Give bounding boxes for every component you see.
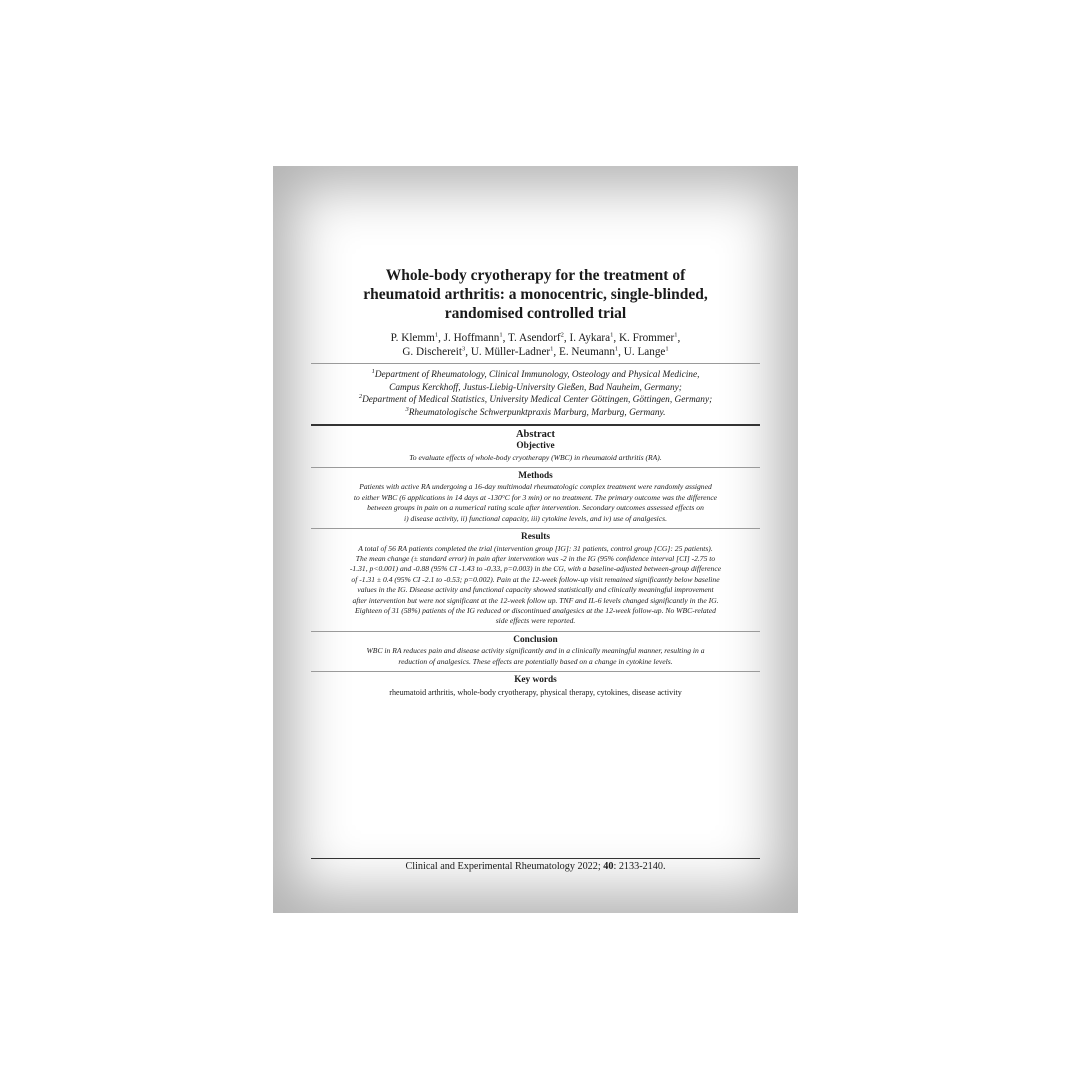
text-line: side effects were reported.	[495, 616, 576, 626]
author-affil-mark: 1	[434, 331, 439, 339]
keywords-text: rheumatoid arthritis, whole-body cryotherapy, physical therapy, cytokines, disease activity	[389, 687, 682, 697]
text-line: between groups in pain on a numerical rating scale after intervention. Secondary outcomes assessed effects on	[367, 503, 704, 513]
paper-content	[311, 266, 760, 702]
journal-pages: : 2133-2140.	[613, 861, 666, 872]
author-sep: ,	[618, 346, 624, 358]
title-line: Whole-body cryotherapy for the treatment of	[385, 267, 686, 284]
author-line	[311, 331, 760, 345]
objective-heading: Objective	[516, 441, 555, 451]
author-affil-mark: 1	[550, 345, 554, 353]
author: T. Asendorf	[508, 332, 561, 344]
title-line: rheumatoid arthritis: a monocentric, single-blinded,	[363, 286, 708, 303]
author: U. Müller-Ladner	[470, 346, 551, 358]
author-sep: ,	[465, 346, 471, 358]
author-affil-mark: 1	[610, 331, 614, 339]
author-sep: ,	[677, 332, 681, 344]
abstract-conclusion	[311, 632, 760, 671]
methods-heading: Methods	[518, 470, 553, 481]
text-line: Patients with active RA undergoing a 16-day multimodal rheumatologic complex treatment were randomly assigned	[359, 482, 712, 492]
text-line: to either WBC (6 applications in 14 days at -130°C for 3 min) or no treatment. The primary outcome was the difference	[353, 492, 718, 502]
author-affil-mark: 3	[462, 345, 466, 353]
text-line: -1.31, p<0.001) and -0.88 (95% CI -1.43 to -0.33, p=0.003) in the CG, with a baseline-adjusted between-group difference	[349, 564, 722, 574]
journal-citation	[311, 860, 760, 873]
conclusion-heading: Conclusion	[513, 634, 558, 645]
results-heading: Results	[521, 532, 550, 543]
key-words	[311, 672, 760, 702]
text-line: reduction of analgesics. These effects are potentially based on a change in cytokine levels.	[398, 656, 673, 666]
author-sep: ,	[502, 332, 509, 344]
paper-title	[311, 266, 760, 323]
affil-mark: 2	[358, 392, 363, 400]
affiliation-text: Rheumatologische Schwerpunktpraxis Marburg, Marburg, Germany.	[408, 407, 666, 418]
text-line: Eighteen of 31 (58%) patients of the IG reduced or discontinued analgesics at the 12-week follow-up. No WBC-related	[355, 605, 716, 615]
affil-mark: 3	[405, 405, 409, 413]
author: I. Aykara	[569, 332, 611, 344]
journal-volume: 40	[603, 861, 614, 872]
paper-page	[273, 166, 798, 913]
author: E. Neumann	[559, 346, 615, 358]
author-line	[311, 345, 760, 359]
affiliation-line	[311, 382, 760, 395]
abstract-heading: Abstract	[515, 429, 556, 440]
author: J. Hoffmann	[443, 332, 500, 344]
text-line: To evaluate effects of whole-body cryotherapy (WBC) in rheumatoid arthritis (RA).	[409, 452, 662, 462]
keywords-heading: Key words	[514, 675, 557, 686]
affiliation-line	[311, 407, 760, 420]
title-line: randomised controlled trial	[444, 305, 627, 322]
text-line: values in the IG. Disease activity and functional capacity showed statistically and clinically meaningful improvement	[357, 585, 714, 595]
objective-text	[311, 453, 760, 463]
author-affil-mark: 1	[674, 331, 678, 339]
author: K. Frommer	[618, 332, 675, 344]
text-line: WBC in RA reduces pain and disease activity significantly and in a clinically meaningful manner, resulting in a	[366, 646, 705, 656]
affiliation-text: Department of Medical Statistics, University Medical Center Göttingen, Göttingen, Germany;	[362, 395, 713, 405]
abstract-objective	[311, 426, 760, 467]
journal-name: Clinical and Experimental Rheumatology 2022;	[405, 861, 604, 872]
footer-rule	[311, 858, 760, 859]
author: G. Dischereit	[402, 346, 462, 358]
author-list	[311, 331, 760, 359]
author-sep: ,	[613, 332, 619, 344]
results-text	[311, 544, 760, 627]
text-line: after intervention but were not significant at the 12-week follow up. TNF and IL-6 levels changed significantly in the IG.	[352, 595, 719, 605]
affiliation-text: Department of Rheumatology, Clinical Immunology, Osteology and Physical Medicine,	[374, 370, 700, 380]
methods-text	[311, 482, 760, 524]
text-line: i) disease activity, ii) functional capacity, iii) cytokine levels, and iv) use of analgesics.	[404, 513, 667, 523]
author-affil-mark: 1	[665, 345, 669, 353]
abstract-results	[311, 529, 760, 631]
abstract-methods	[311, 468, 760, 528]
affiliation-line	[311, 394, 760, 407]
author-affil-mark: 1	[499, 331, 503, 339]
text-line: of -1.31 ± 0.4 (95% CI -2.1 to -0.53; p=0.002). Pain at the 12-week follow-up visit remained significantly below baseline	[351, 574, 720, 584]
author: P. Klemm	[390, 332, 435, 344]
author-sep: ,	[553, 346, 559, 358]
conclusion-text	[311, 646, 760, 667]
author-sep: ,	[438, 332, 444, 344]
affiliations	[311, 364, 760, 424]
author: U. Lange	[623, 346, 666, 358]
text-line: A total of 56 RA patients completed the trial (intervention group [IG]: 31 patients, control group [CG]: 25 patients).	[358, 543, 713, 553]
author-sep: ,	[563, 332, 570, 344]
author-affil-mark: 1	[614, 345, 619, 353]
affiliation-text: Campus Kerckhoff, Justus-Liebig-University Gießen, Bad Nauheim, Germany;	[389, 382, 682, 393]
affiliation-line	[311, 369, 760, 382]
text-line: The mean change (± standard error) in pain after intervention was -2 in the IG (95% confidence interval [CI] -2.75 to	[355, 553, 716, 563]
affil-mark: 1	[371, 367, 375, 375]
author-affil-mark: 2	[560, 331, 564, 339]
